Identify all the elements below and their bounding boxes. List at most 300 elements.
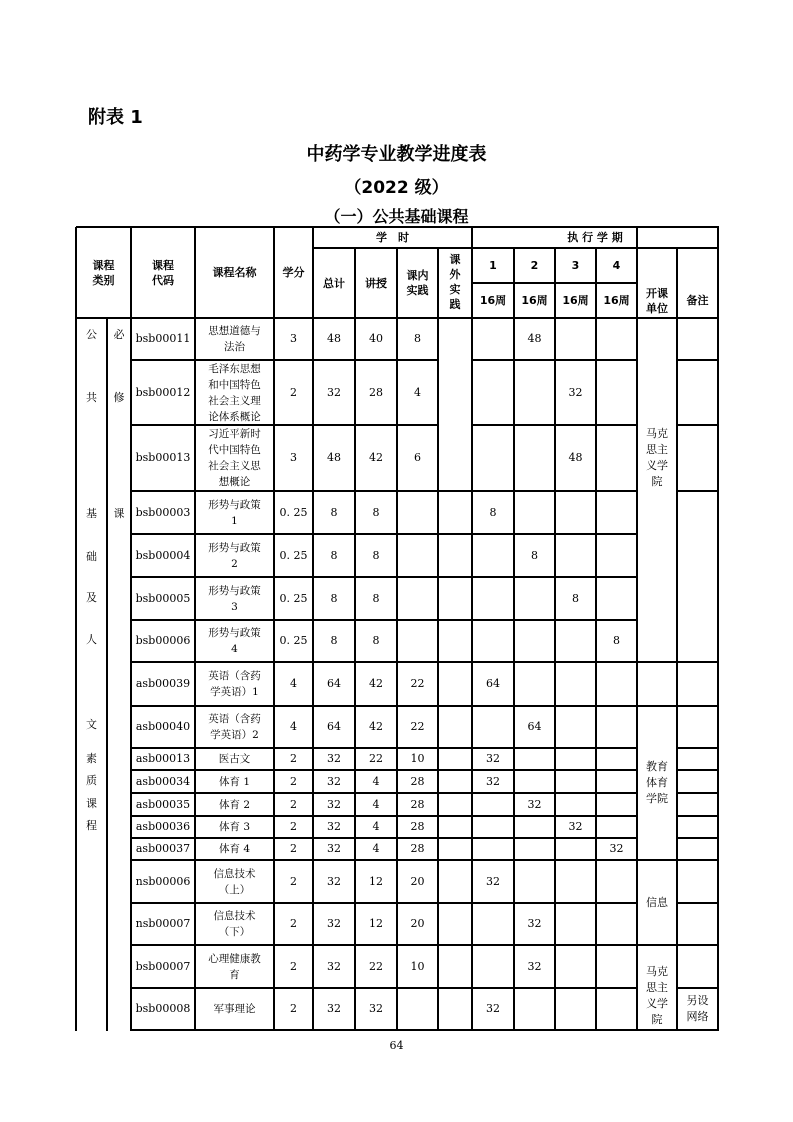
header-lecture: 讲授 xyxy=(365,276,387,290)
semester-4-hours xyxy=(596,662,637,706)
credits: 0. 25 xyxy=(279,505,308,519)
category-main-char: 人 xyxy=(86,633,97,646)
table-rule xyxy=(677,490,719,491)
hours-out-practice xyxy=(438,816,472,838)
category-main-char: 质 xyxy=(86,774,97,787)
table-rule xyxy=(131,944,638,945)
hours-lecture: 4 xyxy=(372,820,380,833)
course-name: 体育 4 xyxy=(218,843,251,855)
course-code: bsb00006 xyxy=(135,634,191,647)
semester-4-hours xyxy=(596,860,637,903)
semester-4-hours xyxy=(596,770,637,793)
header-department: 开课 单位 xyxy=(646,286,668,315)
table-rule xyxy=(677,747,719,748)
table-rule xyxy=(677,902,719,903)
semester-3-hours: 32 xyxy=(568,385,583,399)
table-rule xyxy=(717,227,718,1031)
hours-total: 8 xyxy=(330,505,338,519)
header-remark: 备注 xyxy=(686,294,709,307)
hours-in-practice: 6 xyxy=(414,451,421,464)
header-category: 课程 类别 xyxy=(92,258,115,287)
remark-cell xyxy=(677,662,718,706)
hours-out-practice xyxy=(438,793,472,816)
table-rule xyxy=(472,424,638,425)
semester-3-hours xyxy=(555,770,596,793)
hours-total: 48 xyxy=(327,332,341,345)
header-semester-weeks-2: 16周 xyxy=(521,294,548,307)
semester-2-hours xyxy=(514,491,555,534)
remark-cell xyxy=(677,793,718,816)
category-main-char: 公 xyxy=(86,328,97,341)
table-rule xyxy=(677,792,719,793)
course-code: asb00036 xyxy=(135,820,191,833)
semester-1-hours xyxy=(472,577,514,620)
category-sub-char: 课 xyxy=(113,507,125,520)
header-semester-1: 1 xyxy=(489,259,497,272)
course-code: asb00034 xyxy=(135,774,191,788)
semester-2-hours: 8 xyxy=(531,548,538,562)
semester-2-hours: 48 xyxy=(527,332,542,345)
header-semester-4: 4 xyxy=(612,259,621,272)
table-rule xyxy=(677,705,719,706)
credits: 0. 25 xyxy=(279,634,308,647)
table-rule xyxy=(131,705,638,706)
table-rule xyxy=(637,859,678,860)
hours-out-practice xyxy=(438,491,472,534)
semester-3-hours xyxy=(555,903,596,945)
semester-1-hours xyxy=(472,838,514,860)
course-code: bsb00013 xyxy=(135,451,191,464)
table-rule xyxy=(131,533,638,534)
semester-1-hours: 32 xyxy=(486,752,500,765)
hours-in-practice: 22 xyxy=(410,677,425,690)
hours-lecture: 12 xyxy=(369,917,383,930)
hours-in-practice xyxy=(397,491,438,534)
semester-3-hours xyxy=(555,838,596,860)
hours-lecture: 42 xyxy=(369,720,383,733)
table-rule xyxy=(131,747,638,748)
remark-cell xyxy=(677,491,718,662)
table-rule xyxy=(131,987,638,988)
hours-in-practice: 22 xyxy=(410,720,425,733)
semester-2-hours xyxy=(514,860,555,903)
course-code: bsb00007 xyxy=(135,959,191,973)
hours-in-practice: 8 xyxy=(414,332,421,345)
table-rule xyxy=(131,837,638,838)
semester-1-hours xyxy=(472,793,514,816)
remark-cell: 另设 网络 xyxy=(686,994,709,1023)
category-main-char: 文 xyxy=(86,718,97,731)
table-rule xyxy=(131,902,638,903)
semester-2-hours xyxy=(514,770,555,793)
semester-3-hours: 48 xyxy=(568,451,583,464)
hours-total: 32 xyxy=(327,385,341,399)
hours-total: 32 xyxy=(327,874,341,888)
table-rule xyxy=(637,944,678,945)
semester-3-hours xyxy=(555,748,596,770)
hours-total: 32 xyxy=(327,774,341,788)
hours-out-practice xyxy=(438,903,472,945)
section-title: （一）公共基础课程 xyxy=(324,207,469,226)
table-rule xyxy=(131,1029,638,1030)
hours-in-practice xyxy=(397,534,438,577)
table-rule xyxy=(131,490,638,491)
hours-lecture: 4 xyxy=(372,774,380,788)
semester-3-hours: 8 xyxy=(572,591,579,605)
department-cell: 信息 xyxy=(646,895,668,909)
course-name: 体育 2 xyxy=(218,798,251,811)
category-sub-char: 必 xyxy=(113,328,125,341)
credits: 2 xyxy=(290,874,297,888)
hours-out-practice xyxy=(438,988,472,1030)
hours-total: 48 xyxy=(327,451,341,464)
remark-cell xyxy=(677,838,718,860)
category-main-char: 程 xyxy=(86,819,97,832)
category-sub-char: 修 xyxy=(113,391,125,404)
course-name: 信息技术 （上） xyxy=(213,867,256,896)
semester-3-hours xyxy=(555,706,596,748)
semester-2-hours: 32 xyxy=(527,797,542,811)
hours-in-practice: 4 xyxy=(414,385,421,399)
table-rule xyxy=(194,227,195,1031)
remark-cell xyxy=(677,945,718,988)
credits: 3 xyxy=(290,332,297,345)
header-credits: 学分 xyxy=(282,266,305,279)
course-name: 形势与政策 3 xyxy=(208,584,261,613)
table-rule xyxy=(471,227,472,1031)
semester-3-hours xyxy=(555,534,596,577)
course-name: 体育 3 xyxy=(218,821,251,833)
hours-total: 32 xyxy=(327,917,341,930)
credits: 2 xyxy=(290,797,297,811)
semester-4-hours xyxy=(596,748,637,770)
semester-1-hours xyxy=(472,620,514,662)
semester-1-hours xyxy=(472,706,514,748)
table-rule xyxy=(106,318,107,1031)
hours-in-practice: 28 xyxy=(410,820,425,833)
header-hours: 学 时 xyxy=(376,231,409,244)
hours-lecture: 42 xyxy=(369,451,383,464)
course-code: bsb00008 xyxy=(135,1002,191,1015)
category-main-char: 素 xyxy=(86,752,97,765)
header-semester-weeks-4: 16周 xyxy=(603,294,630,307)
hours-total: 64 xyxy=(327,677,341,690)
table-rule xyxy=(130,227,131,1031)
remark-cell xyxy=(677,748,718,770)
remark-cell xyxy=(677,706,718,748)
hours-total: 32 xyxy=(327,959,341,973)
hours-in-practice: 20 xyxy=(410,917,425,930)
hours-out-practice xyxy=(438,838,472,860)
table-rule xyxy=(472,359,638,360)
header-semesters: 执 行 学 期 xyxy=(567,231,623,244)
semester-2-hours xyxy=(514,425,555,491)
header-total: 总计 xyxy=(323,276,345,290)
course-name: 英语（含药 学英语）2 xyxy=(208,713,261,741)
hours-in-practice: 10 xyxy=(410,752,425,765)
semester-2-hours xyxy=(514,360,555,425)
credits: 2 xyxy=(290,820,297,833)
semester-1-hours: 8 xyxy=(489,505,497,519)
table-rule xyxy=(677,987,719,988)
semester-1-hours xyxy=(472,945,514,988)
header-semester-3: 3 xyxy=(571,259,580,272)
hours-in-practice: 28 xyxy=(410,797,425,811)
course-name: 思想道德与 法治 xyxy=(208,325,261,353)
credits: 0. 25 xyxy=(279,548,308,562)
credits: 3 xyxy=(290,451,297,464)
course-name: 军事理论 xyxy=(213,1003,256,1015)
semester-3-hours: 32 xyxy=(568,820,583,833)
semester-4-hours xyxy=(596,816,637,838)
table-rule xyxy=(677,944,719,945)
department-cell: 教育 体育 学院 xyxy=(646,760,668,805)
hours-lecture: 8 xyxy=(372,591,380,605)
semester-1-hours xyxy=(472,425,514,491)
category-main-char: 共 xyxy=(86,391,97,404)
semester-2-hours: 32 xyxy=(527,917,542,930)
table-rule xyxy=(76,226,719,227)
table-rule xyxy=(513,248,514,1031)
course-code: asb00013 xyxy=(135,752,191,765)
semester-4-hours xyxy=(596,988,637,1030)
semester-1-hours xyxy=(472,903,514,945)
category-main-char: 课 xyxy=(86,797,97,810)
course-name: 形势与政策 2 xyxy=(208,541,261,570)
semester-1-hours: 32 xyxy=(486,874,500,888)
document-title: 中药学专业教学进度表 xyxy=(306,144,487,165)
hours-in-practice: 28 xyxy=(410,842,425,855)
header-out-practice: 课 外 实 践 xyxy=(449,253,461,311)
remark-cell xyxy=(677,425,718,491)
semester-1-hours: 64 xyxy=(486,677,500,690)
semester-2-hours xyxy=(514,620,555,662)
table-rule xyxy=(313,247,719,248)
table-rule xyxy=(677,837,719,838)
credits: 2 xyxy=(290,774,297,788)
table-rule xyxy=(637,705,678,706)
course-name: 医古文 xyxy=(218,753,251,765)
semester-4-hours xyxy=(596,577,637,620)
hours-in-practice: 20 xyxy=(410,874,425,888)
hours-lecture: 12 xyxy=(369,874,383,888)
remark-cell xyxy=(677,360,718,425)
credits: 0. 25 xyxy=(279,591,308,605)
course-code: asb00035 xyxy=(135,797,191,811)
semester-3-hours xyxy=(555,945,596,988)
table-rule xyxy=(131,815,638,816)
table-rule xyxy=(677,815,719,816)
semester-1-hours xyxy=(472,318,514,360)
table-rule xyxy=(273,227,274,1031)
credits: 4 xyxy=(290,677,297,690)
hours-in-practice: 10 xyxy=(410,959,425,973)
table-rule xyxy=(131,576,638,577)
course-code: asb00040 xyxy=(135,720,191,733)
hours-in-practice xyxy=(397,577,438,620)
hours-in-practice: 28 xyxy=(410,774,425,788)
header-code: 课程 代码 xyxy=(152,258,174,287)
semester-2-hours xyxy=(514,662,555,706)
semester-4-hours: 8 xyxy=(613,634,620,647)
table-rule xyxy=(131,769,638,770)
table-rule xyxy=(554,248,555,1031)
semester-1-hours: 32 xyxy=(486,774,500,788)
table-rule xyxy=(637,661,678,662)
semester-3-hours xyxy=(555,793,596,816)
header-semester-weeks-1: 16周 xyxy=(479,294,507,307)
semester-4-hours xyxy=(596,491,637,534)
remark-cell xyxy=(677,816,718,838)
semester-3-hours xyxy=(555,318,596,360)
table-rule xyxy=(636,227,637,1031)
semester-4-hours xyxy=(596,534,637,577)
remark-cell xyxy=(677,318,718,360)
credits: 2 xyxy=(290,917,297,930)
appendix-label: 附表 1 xyxy=(88,107,143,128)
hours-lecture: 8 xyxy=(372,505,380,519)
hours-total: 8 xyxy=(330,591,338,605)
credits: 4 xyxy=(290,720,297,733)
table-rule xyxy=(312,227,313,1031)
semester-3-hours xyxy=(555,988,596,1030)
semester-3-hours xyxy=(555,620,596,662)
credits: 2 xyxy=(290,842,297,855)
hours-total: 64 xyxy=(327,720,341,733)
hours-lecture: 28 xyxy=(369,385,383,399)
table-rule xyxy=(131,792,638,793)
semester-2-hours: 32 xyxy=(527,959,542,973)
course-name: 信息技术 （下） xyxy=(213,910,256,938)
table-rule xyxy=(354,248,355,1031)
semester-3-hours xyxy=(555,662,596,706)
course-code: nsb00007 xyxy=(135,917,191,930)
semester-4-hours xyxy=(596,425,637,491)
category-main-char: 础 xyxy=(86,550,97,563)
course-name: 英语（含药 学英语）1 xyxy=(208,670,261,698)
hours-out-practice xyxy=(438,945,472,988)
semester-4-hours xyxy=(596,318,637,360)
hours-out-practice xyxy=(438,662,472,706)
hours-lecture: 8 xyxy=(372,548,380,562)
hours-lecture: 32 xyxy=(369,1002,383,1015)
department-cell: 马克 思主 义学 院 xyxy=(646,427,668,488)
course-name: 体育 1 xyxy=(218,775,251,788)
table-rule xyxy=(677,359,719,360)
semester-1-hours xyxy=(472,360,514,425)
hours-out-practice xyxy=(438,770,472,793)
hours-out-practice xyxy=(438,748,472,770)
credits: 2 xyxy=(290,959,297,973)
page-number: 64 xyxy=(389,1039,404,1052)
course-name: 心理健康教 育 xyxy=(208,952,261,981)
table-rule xyxy=(437,248,438,1031)
course-code: nsb00006 xyxy=(135,874,191,888)
semester-2-hours xyxy=(514,748,555,770)
hours-total: 32 xyxy=(327,820,341,833)
semester-1-hours xyxy=(472,816,514,838)
table-rule xyxy=(676,248,677,1031)
hours-lecture: 4 xyxy=(372,842,380,855)
table-rule xyxy=(677,424,719,425)
hours-total: 32 xyxy=(327,752,341,765)
hours-total: 8 xyxy=(330,634,338,647)
hours-out-practice xyxy=(438,706,472,748)
semester-2-hours xyxy=(514,577,555,620)
header-in-practice: 课内 实践 xyxy=(406,269,429,297)
hours-in-practice xyxy=(397,620,438,662)
hours-lecture: 22 xyxy=(369,959,383,973)
hours-total: 32 xyxy=(327,797,341,811)
hours-total: 32 xyxy=(327,842,341,855)
table-rule xyxy=(131,859,638,860)
course-name: 习近平新时 代中国特色 社会主义思 想概论 xyxy=(208,428,261,488)
semester-2-hours xyxy=(514,988,555,1030)
remark-cell xyxy=(677,903,718,945)
hours-lecture: 22 xyxy=(369,752,383,765)
semester-4-hours xyxy=(596,706,637,748)
grade-label: （2022 级） xyxy=(344,178,449,198)
table-rule xyxy=(131,359,439,360)
hours-lecture: 40 xyxy=(369,332,383,345)
course-code: asb00039 xyxy=(135,677,191,690)
table-rule xyxy=(396,248,397,1031)
semester-1-hours: 32 xyxy=(486,1002,500,1015)
hours-out-practice xyxy=(438,620,472,662)
hours-total: 8 xyxy=(330,548,338,562)
remark-cell xyxy=(677,770,718,793)
semester-4-hours: 32 xyxy=(609,842,624,855)
table-rule xyxy=(677,769,719,770)
hours-out-practice xyxy=(438,860,472,903)
table-rule xyxy=(131,619,638,620)
header-semester-weeks-3: 16周 xyxy=(562,294,589,307)
remark-cell xyxy=(677,860,718,903)
hours-lecture: 42 xyxy=(369,677,383,690)
hours-out-practice xyxy=(438,534,472,577)
semester-2-hours xyxy=(514,838,555,860)
credits: 2 xyxy=(290,385,297,399)
credits: 2 xyxy=(290,752,297,765)
department-cell xyxy=(637,662,677,706)
course-name: 毛泽东思想 和中国特色 社会主义理 论体系概论 xyxy=(208,362,261,423)
hours-lecture: 4 xyxy=(372,797,380,811)
category-main-char: 基 xyxy=(86,507,97,520)
semester-4-hours xyxy=(596,793,637,816)
table-rule xyxy=(131,661,638,662)
table-rule xyxy=(637,1029,678,1030)
course-code: bsb00005 xyxy=(135,591,191,605)
hours-lecture: 8 xyxy=(372,634,380,647)
header-name: 课程名称 xyxy=(212,266,257,279)
course-code: bsb00003 xyxy=(135,505,191,519)
semester-4-hours xyxy=(596,945,637,988)
semester-2-hours: 64 xyxy=(527,720,542,733)
table-rule xyxy=(677,859,719,860)
table-rule xyxy=(75,227,76,1031)
table-rule xyxy=(595,248,596,1031)
course-code: bsb00012 xyxy=(135,385,191,399)
header-semester-2: 2 xyxy=(530,259,539,272)
department-cell: 马克 思主 义学 院 xyxy=(646,965,668,1026)
semester-4-hours xyxy=(596,360,637,425)
semester-3-hours xyxy=(555,491,596,534)
course-code: asb00037 xyxy=(135,842,191,855)
course-code: bsb00011 xyxy=(135,332,191,345)
course-code: bsb00004 xyxy=(135,548,191,562)
semester-1-hours xyxy=(472,534,514,577)
table-rule xyxy=(131,424,439,425)
